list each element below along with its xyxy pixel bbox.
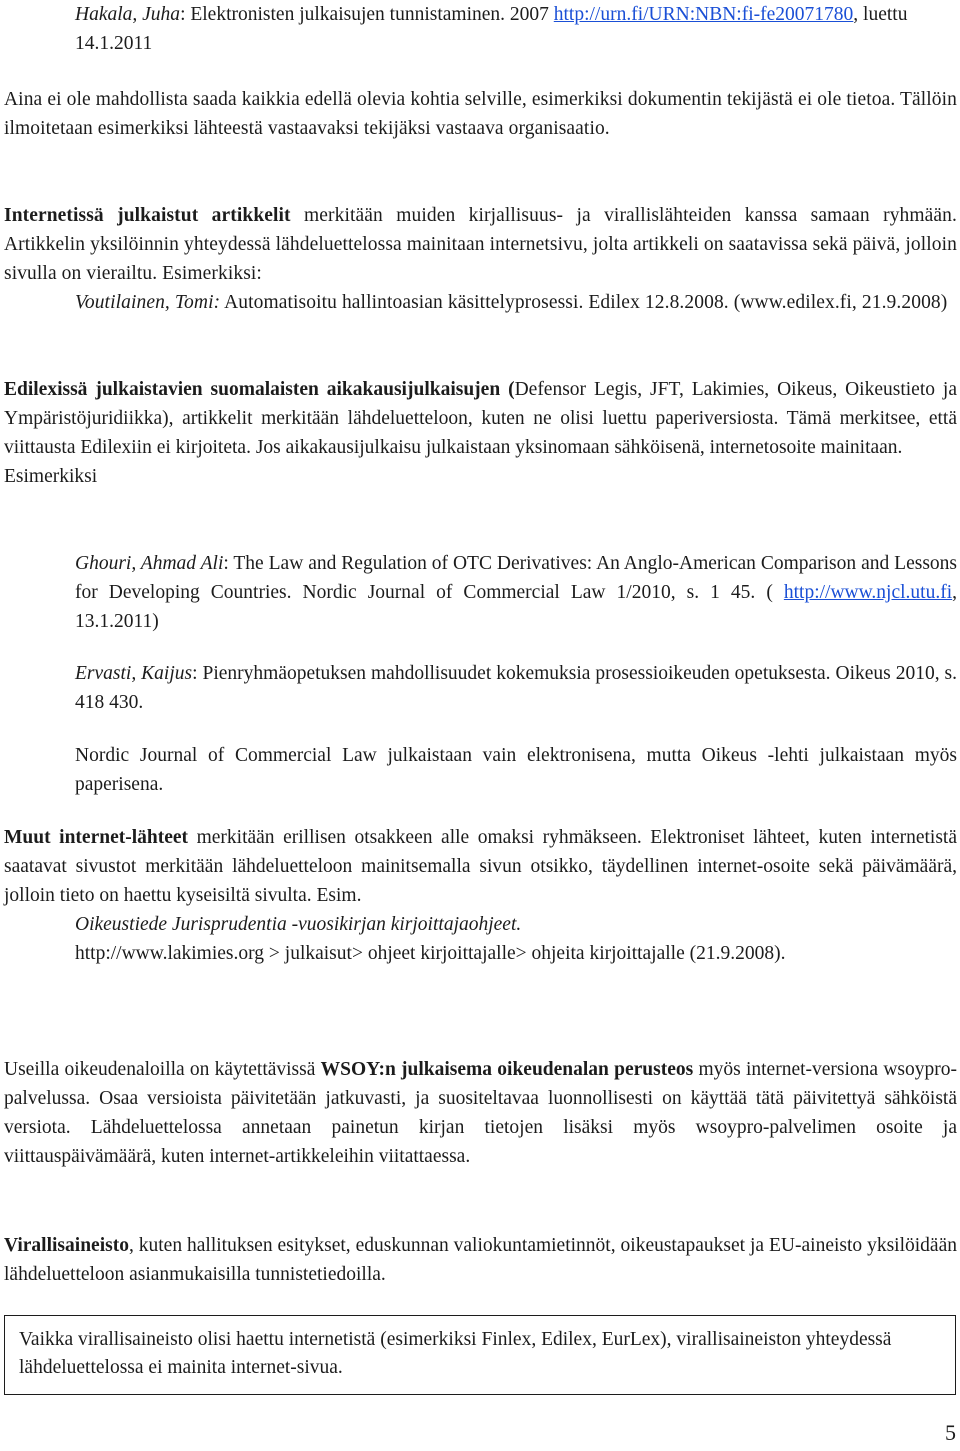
bold-term: WSOY:n julkaisema oikeudenalan perusteos: [320, 1059, 694, 1080]
reference-author: Ghouri, Ahmad Ali: [75, 553, 224, 574]
reference-link[interactable]: http://www.njcl.utu.fi: [783, 582, 953, 603]
paragraph-official-material: [4, 1231, 957, 1289]
example-label: Esimerkiksi: [4, 466, 98, 487]
reference-text: : The Law and Regulation of OTC Derivatives: An Anglo-American Comparison and Lessons for Developing Countries. Nordic Journal of Commercial Law 1/2010, s. 1 45. (: [75, 553, 958, 603]
page-number: 5: [945, 1420, 956, 1445]
example-text: Automatisoitu hallintoasian käsittelyprosessi. Edilex 12.8.2008. (www.edilex.fi, 21.9.2008): [220, 292, 948, 313]
paragraph-internet-articles: [4, 201, 957, 317]
reference-hakala: [75, 0, 957, 58]
bold-term: Edilexissä julkaistavien suomalaisten aikakausijulkaisujen (: [4, 379, 515, 400]
paragraph-author-missing: Aina ei ole mahdollista saada kaikkia edellä olevia kohtia selville, esimerkiksi dokumentin tekijästä ei ole tietoa. Tällöin ilmoitetaan esimerkiksi lähteestä vastaavaksi tekijäksi vastaava organisaatio.: [4, 89, 957, 139]
bold-term: Internetissä julkaistut artikkelit: [4, 205, 291, 226]
paragraph-text: , kuten hallituksen esitykset, eduskunnan valiokuntamietinnöt, oikeustapaukset ja EU-aineisto yksilöidään lähdeluetteloon asianmukaisilla tunnistetiedoilla.: [4, 1235, 957, 1285]
reference-text: : Elektronisten julkaisujen tunnistaminen. 2007: [180, 4, 554, 25]
reference-ervasti: [75, 659, 957, 717]
paragraph-text: merkitään muiden kirjallisuus- ja virallislähteiden kanssa samaan ryhmään. Artikkelin yksilöinnin yhteydessä lähdeluettelossa mainitaan internetsivu, jolta artikkeli on saatavissa sekä päivä, jolloin sivulla on vierailtu. Esimerkiksi:: [4, 205, 957, 284]
example-author: Voutilainen, Tomi:: [75, 292, 221, 313]
example-title: Oikeustiede Jurisprudentia -vuosikirjan kirjoittajaohjeet.: [75, 914, 522, 935]
boxed-note: [4, 1315, 956, 1395]
reference-ghouri: [75, 549, 957, 636]
bold-term: Muut internet-lähteet: [4, 827, 189, 848]
paragraph-edilex: [4, 375, 957, 491]
paragraph-text: Defensor Legis, JFT, Lakimies, Oikeus, Oikeustieto ja Ympäristöjuridiikka), artikkelit merkitään lähdeluetteloon, kuten ne olisi luettu paperiversiosta. Tämä merkitsee, että viittausta Edilexiin ei kirjoiteta. Jos aikakausijulkaisu julkaistaan yksinomaan sähköisenä, internetosoite mainitaan.: [4, 379, 957, 458]
paragraph-wsoy: [4, 1055, 957, 1171]
reference-text: : Pienryhmäopetuksen mahdollisuudet kokemuksia prosessioikeuden opetuksesta. Oikeus 2010, s. 418 430.: [75, 663, 958, 713]
paragraph-text: myös internet-versiona wsoypro-palvelussa. Osaa versioista päivitetään jatkuvasti, ja suositeltavaa luonnollisesti on käyttää tätä päivitettyä sähköistä versiota. Lähdeluettelossa annetaan painetun kirjan tietojen lisäksi myös wsoypro-palvelimen osoite ja viittauspäivämäärä, kuten internet-artikkeleihin viitattaessa.: [4, 1059, 957, 1167]
reference-author: Hakala, Juha: [75, 4, 181, 25]
paragraph-other-internet-sources: [4, 823, 957, 968]
bold-term: Virallisaineisto: [4, 1235, 129, 1256]
reference-link[interactable]: http://urn.fi/URN:NBN:fi-fe20071780: [553, 4, 854, 25]
paragraph-text: merkitään erillisen otsakkeen alle omaksi ryhmäkseen. Elektroniset lähteet, kuten internetistä saatavat sivustot merkitään lähdeluetteloon mainitsemalla sivun otsikko, täydellinen internet-osoite sekä päivämäärä, jolloin tieto on haettu kyseisiltä sivulta. Esim.: [4, 827, 958, 906]
reference-access-date: , 13.1.2011): [75, 582, 957, 632]
paragraph-text: Useilla oikeudenaloilla on käytettävissä: [4, 1059, 321, 1080]
reference-access-date: , luettu 14.1.2011: [75, 4, 908, 54]
note-nordic-journal: Nordic Journal of Commercial Law julkaistaan vain elektronisena, mutta Oikeus -lehti julkaistaan myös paperisena.: [75, 745, 957, 795]
example-url: http://www.lakimies.org > julkaisut> ohjeet kirjoittajalle> ohjeita kirjoittajalle (21.9.2008).: [75, 943, 786, 964]
boxed-note-text: Vaikka virallisaineisto olisi haettu internetistä (esimerkiksi Finlex, Edilex, EurLex), virallisaineiston yhteydessä lähdeluettelossa ei mainita internet-sivua.: [19, 1329, 892, 1378]
reference-author: Ervasti, Kaijus: [75, 663, 193, 684]
